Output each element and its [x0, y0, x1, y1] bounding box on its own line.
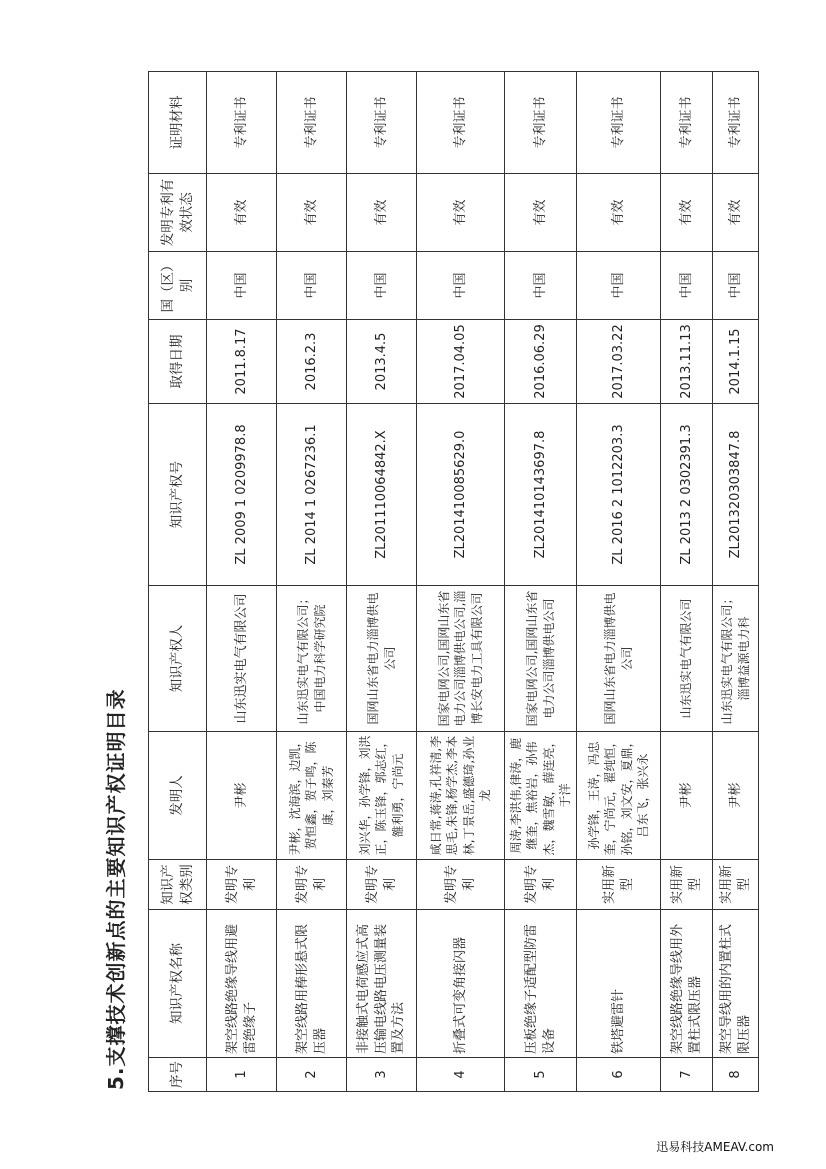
- cell-date: 2017.03.22: [577, 320, 661, 404]
- cell-holder: 山东迅实电气有限公司；淄博益源电力科: [713, 586, 759, 732]
- cell-inventor: 尹彬: [713, 732, 759, 860]
- cell-status: 有效: [207, 174, 277, 252]
- cell-status: 有效: [277, 174, 347, 252]
- cell-holder: 山东迅实电气有限公司: [661, 586, 713, 732]
- table-row: [277, 72, 347, 1092]
- cell-category: 发明专利: [207, 860, 277, 910]
- col-header-date: 取得日期: [149, 320, 207, 404]
- col-header-number: 知识产权号: [149, 404, 207, 586]
- cell-status: 有效: [417, 174, 505, 252]
- cell-name: 架空线路绝缘导线用外置柱式限压器: [661, 910, 713, 1058]
- cell-country: 中国: [661, 252, 713, 320]
- cell-evidence: 专利证书: [713, 72, 759, 174]
- cell-inventor: 尹彬: [207, 732, 277, 860]
- cell-holder: 山东迅实电气有限公司: [207, 586, 277, 732]
- table-row: [713, 72, 759, 1092]
- cell-category: 实用新型: [713, 860, 759, 910]
- cell-category: 发明专利: [347, 860, 417, 910]
- cell-status: 有效: [661, 174, 713, 252]
- col-header-category: 知识产权类别: [149, 860, 207, 910]
- cell-index: 8: [713, 1058, 759, 1092]
- cell-status: 有效: [505, 174, 577, 252]
- cell-category: 发明专利: [277, 860, 347, 910]
- cell-category: 实用新型: [661, 860, 713, 910]
- cell-country: 中国: [505, 252, 577, 320]
- cell-number: ZL201320303847.8: [713, 404, 759, 586]
- cell-holder: 国网山东省电力淄博供电公司: [347, 586, 417, 732]
- col-header-inventor: 发明人: [149, 732, 207, 860]
- cell-inventor: 刘兴华，孙学锋，刘洪正，陈玉锋，郭志红，雒利勇，宁尚元: [347, 732, 417, 860]
- cell-status: 有效: [577, 174, 661, 252]
- cell-holder: 国家电网公司,国网山东省电力公司淄博供电公司,淄博长安电力工具有限公司: [417, 586, 505, 732]
- cell-inventor: 孙学锋，王涛，冯忠奎，宁尚元，翟纯恒，孙铭，刘文安，夏鼎，吕东飞，张兴永: [577, 732, 661, 860]
- cell-name: 压板绝缘子适配型防雷设备: [505, 910, 577, 1058]
- cell-name: 架空线路绝缘导线用避雷绝缘子: [207, 910, 277, 1058]
- cell-category: 发明专利: [417, 860, 505, 910]
- cell-number: ZL201410143697.8: [505, 404, 577, 586]
- cell-status: 有效: [713, 174, 759, 252]
- cell-category: 实用新型: [577, 860, 661, 910]
- cell-number: ZL201110064842.X: [347, 404, 417, 586]
- cell-inventor: 尹彬，沈海滨，边凯，贺恒鑫，贺子鸣，陈康，刘秦芳: [277, 732, 347, 860]
- cell-holder: 国网山东省电力淄博供电公司: [577, 586, 661, 732]
- cell-evidence: 专利证书: [207, 72, 277, 174]
- footer-watermark: 迅易科技AMEAV.com: [656, 1140, 774, 1154]
- cell-name: 架空线路用棒形悬式限压器: [277, 910, 347, 1058]
- cell-country: 中国: [577, 252, 661, 320]
- cell-evidence: 专利证书: [417, 72, 505, 174]
- cell-evidence: 专利证书: [347, 72, 417, 174]
- cell-country: 中国: [347, 252, 417, 320]
- cell-evidence: 专利证书: [505, 72, 577, 174]
- cell-number: ZL201410085629.0: [417, 404, 505, 586]
- cell-number: ZL 2014 1 0267236.1: [277, 404, 347, 586]
- table-row: [661, 72, 713, 1092]
- table-row: [347, 72, 417, 1092]
- col-header-index: 序号: [149, 1058, 207, 1092]
- cell-inventor: 周涛,李洪伟,律涛，鹿继奎，焦裕岩，孙伟杰，魏雪敏，薛连亮，于洋: [505, 732, 577, 860]
- cell-number: ZL 2013 2 0302391.3: [661, 404, 713, 586]
- cell-name: 非接触式电荷感应式高压输电线路电压测量装置及方法: [347, 910, 417, 1058]
- cell-index: 7: [661, 1058, 713, 1092]
- cell-name: 折叠式可变角接闪器: [417, 910, 505, 1058]
- cell-index: 5: [505, 1058, 577, 1092]
- cell-country: 中国: [277, 252, 347, 320]
- col-header-name: 知识产权名称: [149, 910, 207, 1058]
- cell-holder: 山东迅实电气有限公司；中国电力科学研究院: [277, 586, 347, 732]
- ip-table: [148, 71, 759, 1092]
- cell-index: 3: [347, 1058, 417, 1092]
- cell-name: 架空导线用的内置柱式限压器: [713, 910, 759, 1058]
- table-row: [207, 72, 277, 1092]
- cell-date: 2013.4.5: [347, 320, 417, 404]
- cell-country: 中国: [417, 252, 505, 320]
- table-row: [417, 72, 505, 1092]
- col-header-holder: 知识产权人: [149, 586, 207, 732]
- col-header-evidence: 证明材料: [149, 72, 207, 174]
- cell-number: ZL 2009 1 0209978.8: [207, 404, 277, 586]
- cell-date: 2011.8.17: [207, 320, 277, 404]
- cell-inventor: 咸日常,蒋涛,孔祥清,李思毛,朱锋,杨学杰,李本林,丁景岳,盛德琦,孙业龙: [417, 732, 505, 860]
- cell-date: 2016.06.29: [505, 320, 577, 404]
- col-header-status: 发明专利有效状态: [149, 174, 207, 252]
- cell-date: 2014.1.15: [713, 320, 759, 404]
- cell-date: 2016.2.3: [277, 320, 347, 404]
- cell-country: 中国: [713, 252, 759, 320]
- table-row: [577, 72, 661, 1092]
- col-header-country: 国（区）别: [149, 252, 207, 320]
- cell-index: 4: [417, 1058, 505, 1092]
- cell-date: 2017.04.05: [417, 320, 505, 404]
- cell-evidence: 专利证书: [577, 72, 661, 174]
- cell-category: 发明专利: [505, 860, 577, 910]
- cell-country: 中国: [207, 252, 277, 320]
- cell-evidence: 专利证书: [277, 72, 347, 174]
- cell-index: 6: [577, 1058, 661, 1092]
- page-title: 5.支撑技术创新点的主要知识产权证明目录: [104, 688, 128, 1090]
- table-row: [505, 72, 577, 1092]
- cell-evidence: 专利证书: [661, 72, 713, 174]
- header-row: [149, 72, 207, 1092]
- cell-name: 铁塔避雷针: [577, 910, 661, 1058]
- cell-inventor: 尹彬: [661, 732, 713, 860]
- ip-table-container: [148, 72, 758, 1092]
- cell-holder: 国家电网公司,国网山东省电力公司淄博供电公司: [505, 586, 577, 732]
- cell-status: 有效: [347, 174, 417, 252]
- cell-index: 1: [207, 1058, 277, 1092]
- cell-number: ZL 2016 2 1012203.3: [577, 404, 661, 586]
- cell-index: 2: [277, 1058, 347, 1092]
- cell-date: 2013.11.13: [661, 320, 713, 404]
